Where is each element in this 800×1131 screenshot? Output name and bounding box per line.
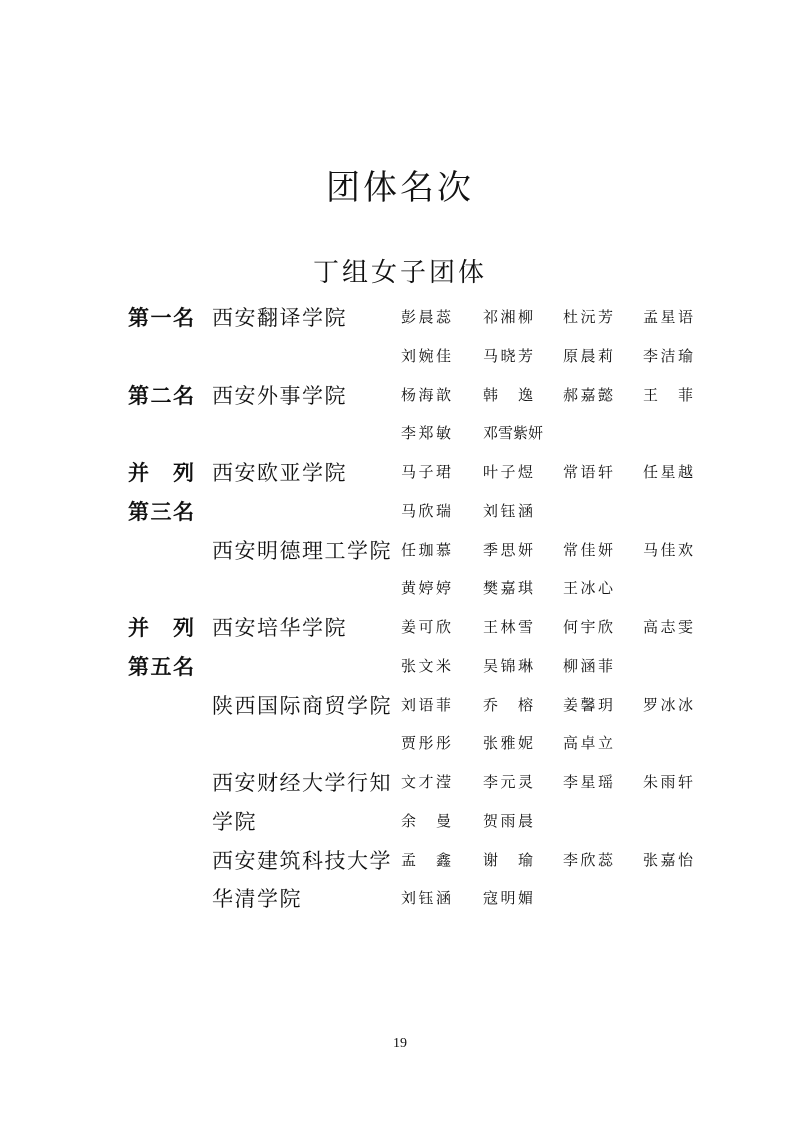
member-name: 姜 可 欣 — [401, 618, 451, 636]
member-name: 乔 榕 — [483, 695, 533, 714]
member-name: 李 元 灵 — [483, 773, 533, 791]
ranking-row — [0, 455, 800, 494]
member-name: 马 欣 瑞 — [401, 501, 451, 520]
member-name: 祁 湘 柳 — [483, 308, 533, 326]
ranking-row — [0, 378, 800, 417]
member-name: 杨 海 歆 — [401, 385, 451, 404]
member-name: 文 才 滢 — [401, 773, 451, 791]
school-name: 西安财经大学行知 — [212, 771, 392, 795]
member-name: 刘 语 菲 — [401, 695, 451, 714]
member-name: 郝 嘉 懿 — [563, 385, 613, 404]
ranking-row — [0, 726, 800, 765]
member-name: 邓 雪 紫 妍 — [483, 424, 544, 443]
member-name: 刘 婉 佳 — [401, 346, 451, 365]
school-name: 西安明德理工学院 — [212, 538, 392, 563]
page-number: 19 — [393, 1036, 407, 1051]
member-name: 马 子 珺 — [401, 463, 451, 481]
member-name: 原 晨 莉 — [563, 346, 613, 365]
ranking-row — [0, 649, 800, 688]
member-name: 何 宇 欣 — [563, 618, 613, 636]
school-name: 学院 — [212, 809, 257, 834]
team-ranking-list — [0, 300, 800, 920]
member-name: 王 林 雪 — [483, 618, 533, 636]
member-name: 叶 子 煜 — [483, 463, 533, 481]
member-name: 王 冰 心 — [563, 579, 613, 598]
member-name: 孟 鑫 — [401, 850, 451, 869]
school-name: 西安建筑科技大学 — [212, 848, 392, 873]
member-name: 高 志 雯 — [643, 618, 693, 636]
member-name: 张 文 米 — [401, 656, 451, 675]
member-name: 谢 瑜 — [483, 850, 533, 869]
member-name: 彭 晨 蕊 — [401, 308, 451, 326]
rank-label: 第 五 名 — [128, 654, 194, 679]
ranking-row — [0, 533, 800, 572]
school-name: 西安翻译学院 — [212, 306, 347, 330]
rank-label: 第 三 名 — [128, 499, 194, 524]
ranking-row — [0, 843, 800, 882]
member-name: 樊 嘉 琪 — [483, 579, 533, 598]
rank-label: 并 列 — [128, 461, 194, 485]
ranking-row — [0, 688, 800, 727]
member-name: 余 曼 — [401, 811, 451, 830]
ranking-row — [0, 416, 800, 455]
member-name: 常 佳 妍 — [563, 540, 613, 559]
school-name: 华清学院 — [212, 887, 302, 912]
member-name: 罗 冰 冰 — [643, 695, 693, 714]
member-name: 李 郑 敏 — [401, 424, 451, 443]
ranking-row — [0, 494, 800, 533]
member-name: 王 菲 — [643, 385, 693, 404]
member-name: 任 星 越 — [643, 463, 693, 481]
member-name: 杜 沅 芳 — [563, 308, 613, 326]
page-title: 团体名次 — [326, 168, 474, 208]
ranking-row — [0, 765, 800, 804]
member-name: 任 珈 慕 — [401, 540, 451, 559]
ranking-row — [0, 881, 800, 920]
member-name: 马 晓 芳 — [483, 346, 533, 365]
member-name: 韩 逸 — [483, 385, 533, 404]
ranking-row — [0, 300, 800, 339]
ranking-row — [0, 610, 800, 649]
member-name: 寇 明 媚 — [483, 889, 533, 908]
member-name: 高 卓 立 — [563, 734, 613, 753]
member-name: 张 雅 妮 — [483, 734, 533, 753]
member-name: 柳 涵 菲 — [563, 656, 613, 675]
member-name: 马 佳 欢 — [643, 540, 693, 559]
member-name: 黄 婷 婷 — [401, 579, 451, 598]
member-name: 李 星 瑶 — [563, 773, 613, 791]
member-name: 张 嘉 怡 — [643, 850, 693, 869]
ranking-row — [0, 571, 800, 610]
member-name: 刘 钰 涵 — [483, 501, 533, 520]
rank-label: 第 一 名 — [128, 306, 194, 330]
school-name: 西安欧亚学院 — [212, 461, 347, 485]
school-name: 陕西国际商贸学院 — [212, 693, 392, 718]
member-name: 朱 雨 轩 — [643, 773, 693, 791]
member-name: 李 欣 蕊 — [563, 850, 613, 869]
member-name: 贺 雨 晨 — [483, 811, 533, 830]
school-name: 西安外事学院 — [212, 383, 347, 408]
ranking-row — [0, 804, 800, 843]
member-name: 常 语 轩 — [563, 463, 613, 481]
member-name: 吴 锦 琳 — [483, 656, 533, 675]
member-name: 姜 馨 玥 — [563, 695, 613, 714]
school-name: 西安培华学院 — [212, 616, 347, 640]
member-name: 孟 星 语 — [643, 308, 693, 326]
member-name: 贾 彤 彤 — [401, 734, 451, 753]
section-title: 丁组女子团体 — [312, 258, 487, 288]
rank-label: 并 列 — [128, 616, 194, 640]
ranking-row — [0, 339, 800, 378]
member-name: 李 洁 瑜 — [643, 346, 693, 365]
member-name: 季 思 妍 — [483, 540, 533, 559]
rank-label: 第 二 名 — [128, 383, 194, 408]
member-name: 刘 钰 涵 — [401, 889, 451, 908]
